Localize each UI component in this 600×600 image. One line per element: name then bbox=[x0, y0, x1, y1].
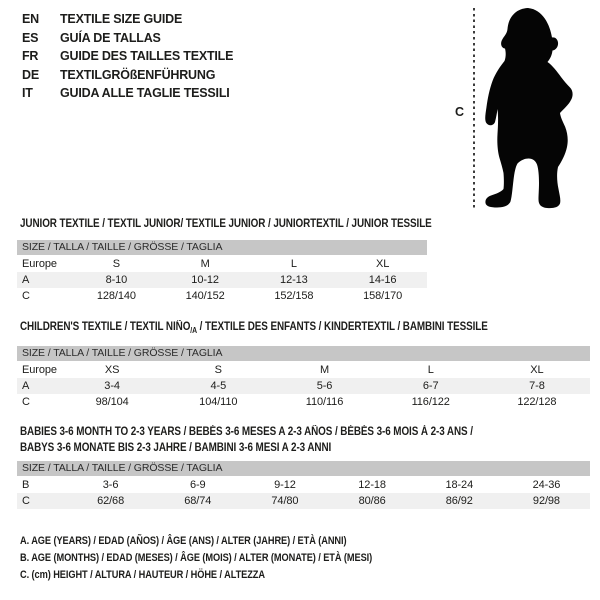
baby-silhouette-icon bbox=[480, 6, 588, 212]
size-cell: L bbox=[290, 258, 297, 270]
age-cell: 6-9 bbox=[189, 479, 206, 491]
babies-section-title bbox=[20, 425, 473, 456]
language-code: EN bbox=[22, 12, 39, 27]
age-cell: 3-4 bbox=[104, 380, 120, 392]
row-label: C bbox=[22, 290, 30, 302]
table-row-height bbox=[17, 394, 590, 410]
height-cell: 86/92 bbox=[445, 495, 473, 507]
age-cell: 18-24 bbox=[445, 479, 474, 491]
language-row bbox=[22, 66, 233, 85]
height-cell: 80/86 bbox=[358, 495, 386, 507]
height-cell: 122/128 bbox=[517, 396, 557, 408]
language-title: GUÍA DE TALLAS bbox=[60, 30, 161, 45]
language-row bbox=[22, 10, 233, 29]
row-label: B bbox=[22, 479, 30, 491]
babies-title-line2: BABYS 3-6 MONATE BIS 2-3 JAHRE / BAMBINI 3-6 MESI A 2-3 ANNI bbox=[20, 441, 332, 454]
size-cell: S bbox=[214, 364, 222, 376]
legend-line-a: A. AGE (YEARS) / EDAD (AÑOS) / ÂGE (ANS) / ALTER (JAHRE) / ETÀ (ANNI) bbox=[20, 535, 347, 547]
row-label: A bbox=[22, 380, 30, 392]
height-cell: 152/158 bbox=[274, 290, 314, 302]
age-cell: 3-6 bbox=[102, 479, 119, 491]
age-cell: 7-8 bbox=[529, 380, 545, 392]
size-cell: S bbox=[112, 258, 120, 270]
height-cell: 92/98 bbox=[532, 495, 560, 507]
height-cell: 68/74 bbox=[184, 495, 212, 507]
language-title-list bbox=[22, 10, 233, 103]
age-cell: 4-5 bbox=[210, 380, 227, 392]
row-label: C bbox=[22, 495, 30, 507]
table-row-age bbox=[17, 272, 427, 288]
legend-line-c: C. (cm) HEIGHT / ALTURA / HAUTEUR / HÖHE / ALTEZZA bbox=[20, 569, 265, 581]
height-measure-label: C bbox=[455, 105, 465, 119]
age-cell: 5-6 bbox=[316, 380, 333, 392]
babies-title-line1: BABIES 3-6 MONTH TO 2-3 YEARS / BEBÉS 3-6 MESES A 2-3 AÑOS / BÉBÉS 3-6 MOIS À 2-3 ANS / bbox=[20, 426, 473, 438]
measure-legend bbox=[20, 533, 372, 584]
children-title-part2: / TEXTILE DES ENFANTS / KINDERTEXTIL / BAMBINI TESSILE bbox=[197, 321, 488, 333]
age-cell: 12-13 bbox=[280, 274, 308, 286]
baby-height-figure bbox=[450, 4, 595, 216]
language-title: GUIDE DES TAILLES TEXTILE bbox=[60, 49, 234, 64]
age-cell: 14-16 bbox=[368, 274, 397, 286]
row-label: Europe bbox=[22, 364, 57, 376]
age-cell: 6-7 bbox=[422, 380, 439, 392]
legend-line-b: B. AGE (MONTHS) / EDAD (MESES) / ÂGE (MOIS) / ALTER (MONATE) / ETÀ (MESI) bbox=[20, 552, 373, 564]
language-title: GUIDA ALLE TAGLIE TESSILI bbox=[60, 86, 230, 101]
table-row-europe bbox=[17, 256, 427, 272]
language-code: FR bbox=[22, 49, 39, 64]
row-label: C bbox=[22, 396, 30, 408]
height-cell: 98/104 bbox=[95, 396, 129, 408]
language-row bbox=[22, 84, 233, 103]
height-cell: 110/116 bbox=[305, 396, 344, 408]
size-cell: M bbox=[319, 364, 330, 376]
children-title-part1: CHILDREN'S TEXTILE / TEXTIL NIÑO bbox=[20, 321, 191, 333]
height-cell: 74/80 bbox=[271, 495, 299, 507]
table-row-age bbox=[17, 378, 590, 394]
size-cell: XL bbox=[530, 364, 544, 376]
language-title: TEXTILGRÖßENFÜHRUNG bbox=[60, 67, 216, 82]
junior-size-table bbox=[17, 240, 427, 304]
height-cell: 158/170 bbox=[363, 290, 403, 302]
children-section-title bbox=[20, 320, 488, 336]
age-cell: 10-12 bbox=[191, 274, 219, 286]
size-header-bar: SIZE / TALLA / TAILLE / GRÖSSE / TAGLIA bbox=[17, 461, 590, 476]
height-dashed-line bbox=[473, 8, 475, 209]
language-code: IT bbox=[22, 86, 33, 101]
height-cell: 140/152 bbox=[185, 290, 225, 302]
table-row-europe bbox=[17, 362, 590, 378]
row-label: A bbox=[22, 274, 30, 286]
table-row-height bbox=[17, 493, 590, 509]
size-cell: XL bbox=[375, 258, 390, 270]
size-header-bar: SIZE / TALLA / TAILLE / GRÖSSE / TAGLIA bbox=[17, 240, 427, 255]
table-row-height bbox=[17, 288, 427, 304]
size-header-bar: SIZE / TALLA / TAILLE / GRÖSSE / TAGLIA bbox=[17, 346, 590, 361]
table-row-age-months bbox=[17, 477, 590, 493]
children-title-subscript: /A bbox=[190, 325, 198, 335]
language-row bbox=[22, 29, 233, 48]
language-code: ES bbox=[22, 30, 39, 45]
height-cell: 116/122 bbox=[411, 396, 450, 408]
language-title: TEXTILE SIZE GUIDE bbox=[60, 12, 183, 27]
age-cell: 24-36 bbox=[532, 479, 561, 491]
height-cell: 62/68 bbox=[97, 495, 125, 507]
height-cell: 104/110 bbox=[199, 396, 238, 408]
height-cell: 128/140 bbox=[96, 290, 136, 302]
age-cell: 9-12 bbox=[274, 479, 296, 491]
size-cell: L bbox=[427, 364, 434, 376]
age-cell: 8-10 bbox=[105, 274, 128, 286]
row-label: Europe bbox=[22, 258, 57, 270]
children-size-table bbox=[17, 346, 590, 410]
junior-section-title: JUNIOR TEXTILE / TEXTIL JUNIOR/ TEXTILE JUNIOR / JUNIORTEXTIL / JUNIOR TESSILE bbox=[20, 218, 432, 230]
babies-size-table bbox=[17, 461, 590, 509]
size-cell: XS bbox=[104, 364, 120, 376]
language-code: DE bbox=[22, 67, 39, 82]
size-cell: M bbox=[200, 258, 210, 270]
age-cell: 12-18 bbox=[358, 479, 386, 491]
language-row bbox=[22, 47, 233, 66]
